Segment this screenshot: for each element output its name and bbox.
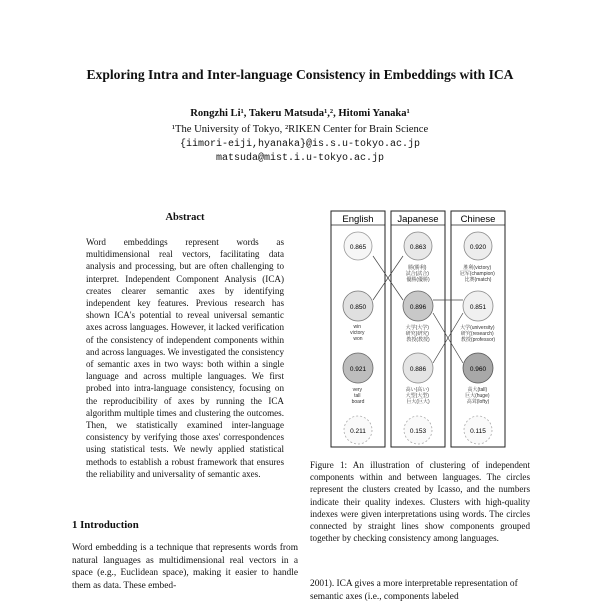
- column-header-chinese: Chinese: [460, 214, 496, 225]
- cluster-interpretation: very tall board: [351, 387, 365, 405]
- paper-affiliations: ¹The University of Tokyo, ²RIKEN Center for Brain Science: [171, 124, 429, 135]
- paper-title: Exploring Intra and Inter-language Consistency in Embeddings with ICA: [86, 67, 514, 82]
- cluster-score: 0.896: [409, 304, 427, 311]
- column-header-japanese: Japanese: [397, 214, 439, 225]
- introduction-text: Word embedding is a technique that represents words from natural languages as multidimensional real vectors in a space (e.g., Euclidean space), making it easier to handle them as data. These embed-: [72, 543, 298, 591]
- cluster-score: 0.886: [409, 366, 427, 373]
- cluster-score: 0.960: [469, 366, 487, 373]
- email-line-2: matsuda@mist.i.u-tokyo.ac.jp: [215, 153, 385, 164]
- paper-authors: Rongzhi Li¹, Takeru Matsuda¹,², Hitomi Yanaka¹: [190, 108, 410, 119]
- abstract-heading: Abstract: [165, 212, 205, 223]
- cluster-score: 0.115: [470, 428, 486, 435]
- cluster-interpretation: win victory won: [350, 324, 365, 342]
- cluster-score: 0.865: [349, 244, 367, 251]
- abstract-text: Word embeddings represent words as multidimensional real vectors, facilitating data analysis and processing, but are often challenging to interpret. Independent Component Analysis (ICA) creates clearer semantic axes by identifying independent key features. Previous research has shown ICA's potential to reveal universal semantic axes across languages. However, it lacked verification of the consistency of independent components within and across languages. We investigated the consistency of semantic axes in two ways: both within a single language and across multiple languages. We first probed into intra-language consistency, focusing on the reproducibility of axes by running the ICA algorithm multiple times and clustering the outcomes. Then, we statistically examined inter-language consistency by verifying those axes' correspondences using statistical tests. We newly applied statistical methods to establish a robust framework that ensures the reliability and universality of semantic axes.: [86, 237, 284, 479]
- cluster-interpretation: 胜利(victory) 冠军(champion) 比赛(match): [459, 265, 495, 283]
- right-column-text: 2001). ICA gives a more interpretable representation of semantic axes (i.e., components labeled: [310, 579, 518, 602]
- cluster-interpretation: 大学(university) 研究(research) 教授(professor): [460, 325, 496, 343]
- cluster-score: 0.211: [350, 428, 366, 435]
- section-heading-introduction: 1 Introduction: [72, 519, 139, 531]
- cluster-score: 0.921: [349, 366, 367, 373]
- email-line-1: {iimori-eiji,hyanaka}@is.s.u-tokyo.ac.jp: [179, 139, 421, 150]
- cluster-interpretation: 高大(tall) 巨大(huge) 高耸(lofty): [465, 387, 490, 405]
- figure-1-caption: Figure 1: An illustration of clustering of independent components within and between languages. The circles represent the clusters created by Icasso, and the numbers indicate their quality indexes. Clusters with high-quality indexes were given interpretations using words. The circles connected by straight lines show components grouped together by checking consistency among languages.: [310, 460, 530, 544]
- cluster-score: 0.920: [469, 244, 487, 251]
- cluster-score: 0.851: [469, 304, 487, 311]
- cluster-interpretation: 勝(勝利) 試合(試合) 優勝(優勝): [405, 265, 430, 283]
- cluster-score: 0.153: [409, 428, 427, 435]
- figure-1-diagram: [328, 208, 508, 450]
- cluster-interpretation: 大学(大学) 研究(研究) 教授(教授): [405, 325, 430, 343]
- column-header-english: English: [342, 214, 374, 225]
- cluster-score: 0.863: [409, 244, 427, 251]
- cluster-score: 0.850: [349, 304, 367, 311]
- cluster-interpretation: 高い(高い) 大型(大型) 巨大(巨大): [405, 387, 430, 405]
